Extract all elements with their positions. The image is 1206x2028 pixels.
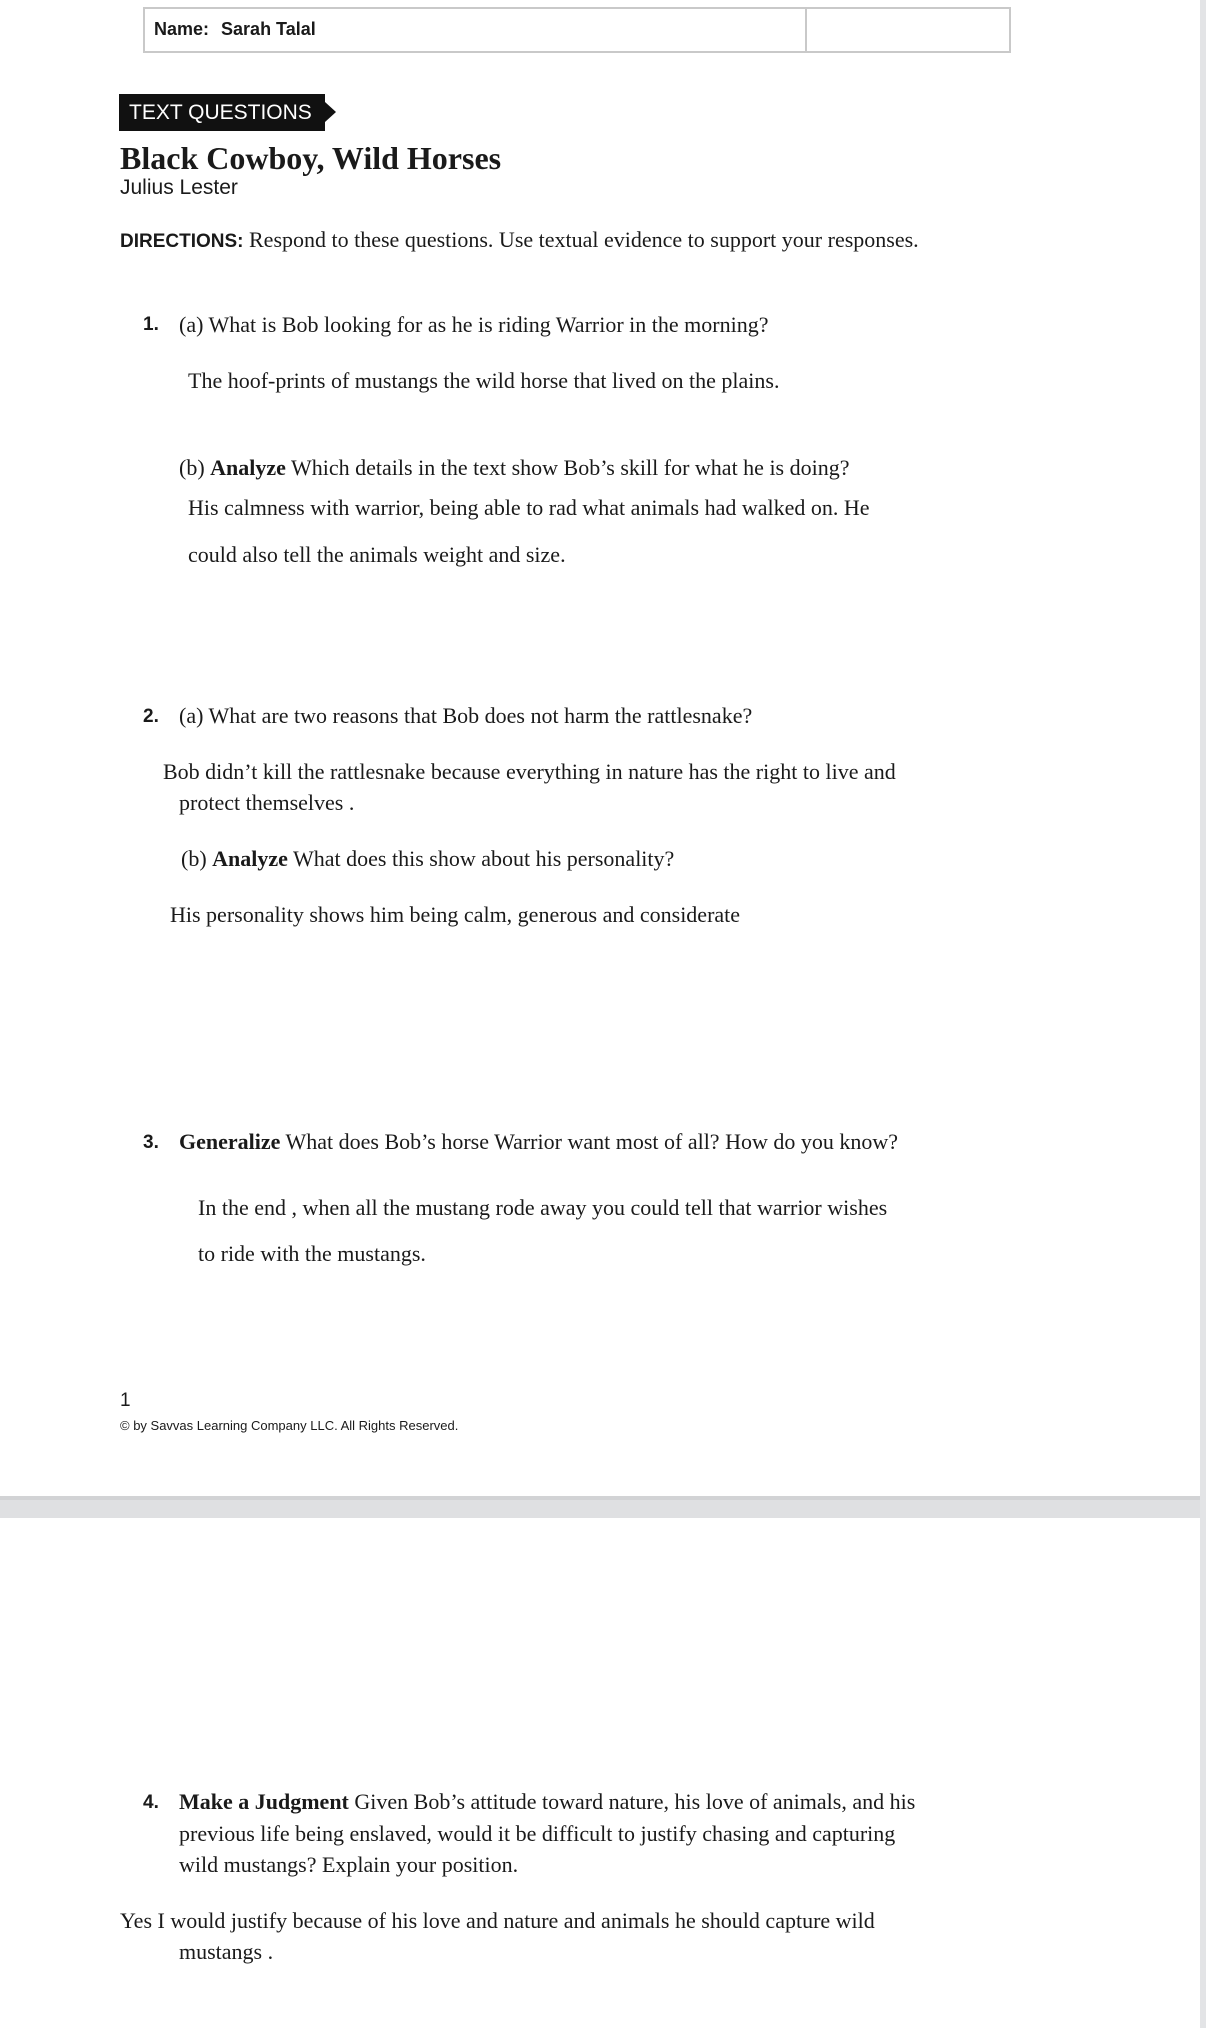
answer-2a-line2: protect themselves .: [179, 790, 355, 815]
answer-4-line2: mustangs .: [179, 1939, 274, 1964]
answer-4-line1: Yes I would justify because of his love and nature and animals he should capture wild: [120, 1908, 875, 1933]
answer-2a-line1: Bob didn’t kill the rattlesnake because everything in nature has the right to live and: [163, 759, 896, 784]
blank-cell: [807, 9, 1009, 51]
question-2a: (a) What are two reasons that Bob does not harm the rattlesnake?: [179, 703, 753, 728]
name-cell: [145, 9, 807, 51]
question-1b: [179, 452, 850, 484]
viewer-edge: [1200, 0, 1206, 2028]
student-name: Sarah Talal: [221, 19, 316, 39]
page-number: 1: [120, 1390, 131, 1411]
page-separator-shadow: [0, 1496, 1200, 1500]
name-box: [143, 7, 1011, 53]
answer-2b: His personality shows him being calm, generous and considerate: [170, 902, 741, 927]
question-4-line3: wild mustangs? Explain your position.: [179, 1852, 519, 1877]
page-title: Black Cowboy, Wild Horses: [120, 140, 502, 176]
question-2b: [181, 843, 674, 875]
question-1a: (a) What is Bob looking for as he is riding Warrior in the morning?: [179, 312, 769, 337]
question-1b-keyword: Analyze: [210, 455, 286, 480]
question-4-line2: previous life being enslaved, would it be difficult to justify chasing and capturing: [179, 1821, 896, 1846]
question-2b-keyword: Analyze: [212, 846, 288, 871]
question-1b-text: Which details in the text show Bob’s skill for what he is doing?: [285, 455, 850, 480]
author: Julius Lester: [120, 176, 238, 199]
answer-1a: The hoof-prints of mustangs the wild horse that lived on the plains.: [188, 368, 780, 393]
page-separator: [0, 1496, 1200, 1518]
directions: [120, 224, 920, 257]
name-label: Name:: [154, 19, 210, 39]
answer-3-line2: to ride with the mustangs.: [198, 1241, 426, 1266]
answer-1b-line1: His calmness with warrior, being able to rad what animals had walked on. He: [188, 495, 870, 520]
question-3-text: What does Bob’s horse Warrior want most of all? How do you know?: [280, 1129, 898, 1154]
question-4-line1: [179, 1786, 915, 1818]
directions-text: Respond to these questions. Use textual evidence to support your responses.: [243, 227, 919, 252]
section-tag: TEXT QUESTIONS: [119, 94, 325, 131]
answer-3-line1: In the end , when all the mustang rode away you could tell that warrior wishes: [198, 1195, 888, 1220]
question-2b-prefix: (b): [181, 846, 213, 871]
question-2-number: 2.: [143, 706, 159, 727]
directions-label: DIRECTIONS:: [120, 231, 244, 252]
question-1-number: 1.: [143, 314, 159, 335]
question-2b-text: What does this show about his personality?: [287, 846, 675, 871]
question-1b-prefix: (b): [179, 455, 211, 480]
question-3-number: 3.: [143, 1132, 159, 1153]
question-4-number: 4.: [143, 1792, 159, 1813]
copyright: © by Savvas Learning Company LLC. All Rights Reserved.: [120, 1418, 459, 1433]
answer-1b-line2: could also tell the animals weight and size.: [188, 542, 566, 567]
question-4-text: Given Bob’s attitude toward nature, his love of animals, and his: [348, 1789, 916, 1814]
question-4-keyword: Make a Judgment: [179, 1789, 349, 1814]
question-3: [179, 1126, 898, 1158]
question-3-keyword: Generalize: [179, 1129, 281, 1154]
